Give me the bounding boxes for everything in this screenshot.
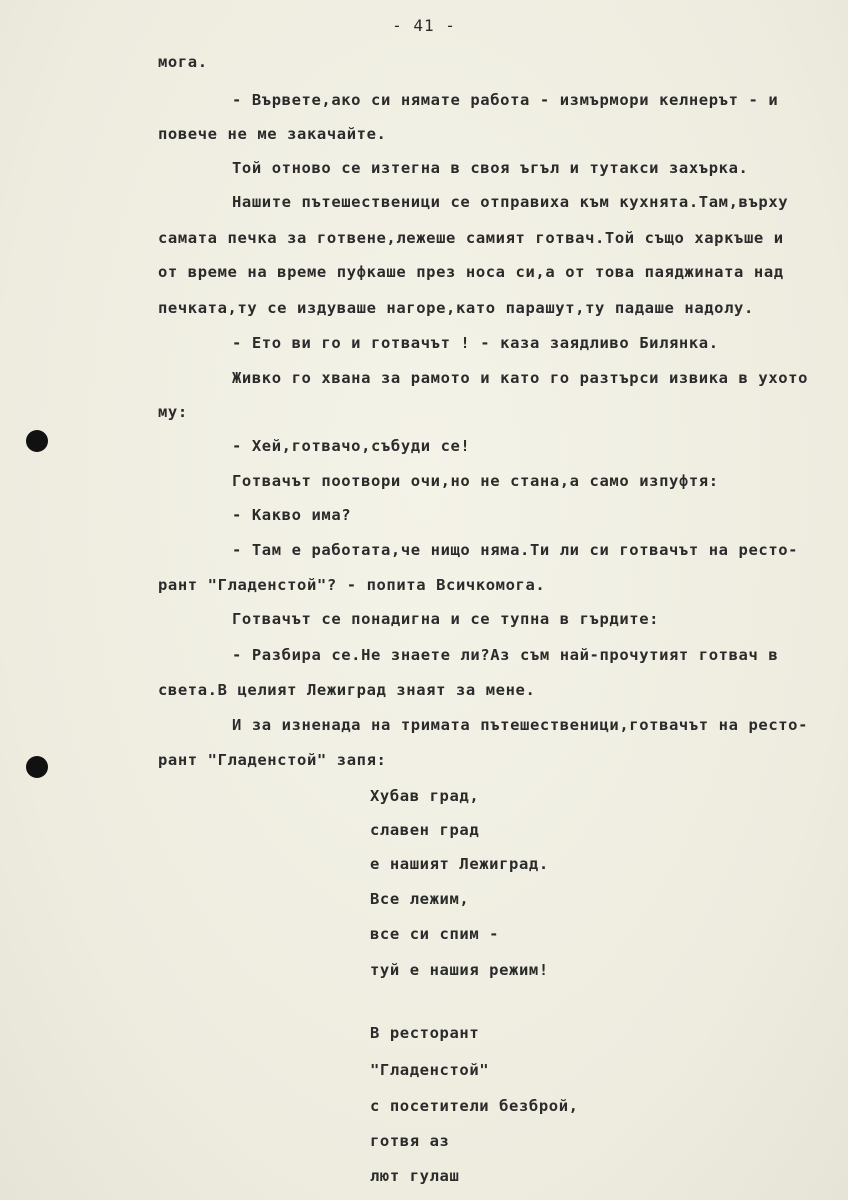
text-line: печката,ту се издуваше нагоре,като парашут,ту падаше надолу. — [158, 299, 754, 317]
text-line: Той отново се изтегна в своя ъгъл и тутакси захърка. — [232, 159, 749, 177]
poem-line: лют гулаш — [370, 1167, 460, 1185]
text-line: Нашите пътешественици се отправиха към кухнята.Там,върху — [232, 193, 789, 211]
text-line: - Хей,готвачо,събуди се! — [232, 437, 471, 455]
text-line: рант "Гладенстой" запя: — [158, 751, 387, 769]
poem-line: туй е нашия режим! — [370, 961, 549, 979]
text-line: - Там е работата,че нищо няма.Ти ли си готвачът на ресто- — [232, 541, 799, 559]
text-line: - Какво има? — [232, 506, 352, 524]
poem-line: "Гладенстой" — [370, 1061, 490, 1079]
text-line: мога. — [158, 53, 208, 71]
text-line: - Разбира се.Не знаете ли?Аз съм най-прочутият готвач в — [232, 646, 779, 664]
poem-line: Хубав град, — [370, 787, 480, 805]
text-line: Готвачът се понадигна и се тупна в гърдите: — [232, 610, 660, 628]
punch-hole-top — [26, 430, 48, 452]
page-number: - 41 - — [392, 16, 456, 35]
text-line: - Ето ви го и готвачът ! - каза заядливо Билянка. — [232, 334, 719, 352]
punch-hole-bottom — [26, 756, 48, 778]
text-line: рант "Гладенстой"? - попита Всичкомога. — [158, 576, 546, 594]
poem-line: Все лежим, — [370, 890, 470, 908]
text-line: Живко го хвана за рамото и като го разтърси извика в ухото — [232, 369, 809, 387]
text-line: света.В целият Лежиград знаят за мене. — [158, 681, 536, 699]
poem-line: с посетители безброй, — [370, 1097, 579, 1115]
poem-line: В ресторант — [370, 1024, 480, 1042]
text-line: Готвачът поотвори очи,но не стана,а само изпуфтя: — [232, 472, 719, 490]
poem-line: славен град — [370, 821, 480, 839]
poem-line: все си спим - — [370, 925, 500, 943]
text-line: му: — [158, 403, 188, 421]
text-line: - Вървете,ако си нямате работа - измърмори келнерът - и — [232, 91, 779, 109]
poem-line: е нашият Лежиград. — [370, 855, 549, 873]
text-line: повече не ме закачайте. — [158, 125, 387, 143]
text-line: самата печка за готвене,лежеше самият готвач.Той също харкъше и — [158, 229, 784, 247]
poem-line: готвя аз — [370, 1132, 450, 1150]
text-line: от време на време пуфкаше през носа си,а от това паяджината над — [158, 263, 784, 281]
text-line: И за изненада на тримата пътешественици,готвачът на ресто- — [232, 716, 809, 734]
